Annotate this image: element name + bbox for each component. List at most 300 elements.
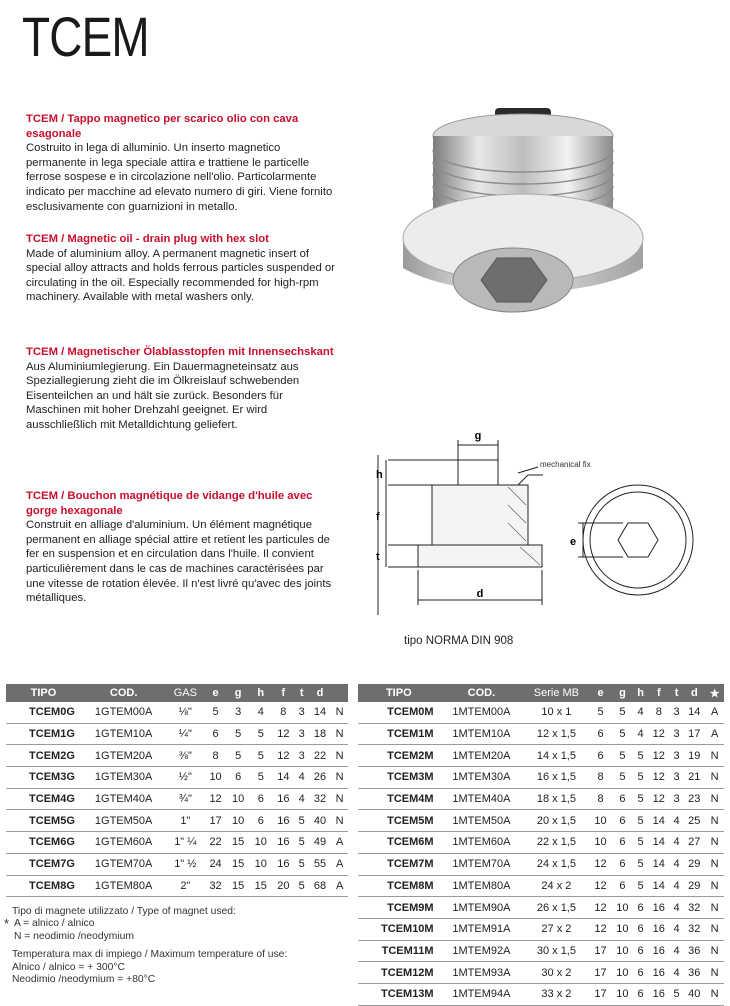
metric-thread-table (358, 684, 724, 1006)
table-cell: 25 (683, 810, 705, 832)
column-header (331, 684, 348, 702)
table-cell: TCEM5G (6, 810, 81, 832)
table-cell: TCEM5M (358, 810, 440, 832)
table-cell: 1GTEM10A (81, 723, 167, 745)
table-cell: 14 x 1,5 (523, 745, 589, 767)
table-cell: 1GTEM30A (81, 767, 167, 789)
table-cell: 14 (648, 875, 670, 897)
table-cell: 10 (590, 810, 612, 832)
table-cell: 49 (309, 832, 332, 854)
table-row (358, 962, 724, 984)
table-cell: 8 (590, 767, 612, 789)
dimension-label-g: g (474, 430, 482, 442)
table-cell: 5 (249, 745, 272, 767)
table-row (6, 853, 348, 875)
description-body: Made of aluminium alloy. A permanent magnetic insert of special alloy attracts and holds ferrous particles suspended or circulating in the oil. Especially recommended for high-rpm machinery. Available with metal washers only. (26, 247, 335, 304)
table-cell: 12 (648, 723, 670, 745)
table-cell: 6 (633, 940, 647, 962)
table-cell: 1MTEM50A (440, 810, 524, 832)
table-cell: 1MTEM70A (440, 853, 524, 875)
table-cell: 4 (670, 962, 684, 984)
table-cell: 5 (633, 832, 647, 854)
table-cell: 3 (670, 723, 684, 745)
description-body: Aus Aluminiumlegierung. Ein Dauermagneteinsatz aus Speziallegierung zieht die im Ölkreislauf schwebenden Eisenteilchen an und hält sie zurück. Besonders für Maschinen mit hoher Drehzahl geeignet. Er wird ausschließlich mit Metalldichtung geliefert. (26, 360, 300, 431)
table-cell: 5 (633, 853, 647, 875)
table-cell: 8 (648, 702, 670, 723)
table-row (6, 767, 348, 789)
column-header: TIPO (6, 684, 81, 702)
table-cell: 4 (633, 702, 647, 723)
column-header: COD. (440, 684, 524, 702)
column-header: e (204, 684, 227, 702)
table-cell: 16 (272, 788, 295, 810)
table-cell: 10 (611, 897, 633, 919)
table-cell: 12 (648, 767, 670, 789)
table-cell: 12 (272, 745, 295, 767)
table-cell: 14 (648, 810, 670, 832)
table-row (358, 918, 724, 940)
table-cell: A (705, 723, 724, 745)
table-cell: 4 (249, 702, 272, 723)
table-cell: 3 (295, 745, 309, 767)
table-cell: N (705, 745, 724, 767)
table-cell: 14 (272, 767, 295, 789)
table-cell: 6 (611, 788, 633, 810)
table-cell: 1MTEM60A (440, 832, 524, 854)
table-cell: TCEM1G (6, 723, 81, 745)
table-cell: N (331, 745, 348, 767)
description-heading: TCEM / Tappo magnetico per scarico olio con cava esagonale (26, 113, 299, 140)
table-cell: 16 (648, 962, 670, 984)
table-cell: 12 (648, 745, 670, 767)
table-cell: 5 (633, 767, 647, 789)
table-cell: 6 (633, 897, 647, 919)
table-cell: N (705, 918, 724, 940)
description-heading: TCEM / Magnetic oil - drain plug with hex slot (26, 233, 269, 245)
table-cell: TCEM2G (6, 745, 81, 767)
table-cell: 5 (611, 767, 633, 789)
table-cell: ⅜" (166, 745, 204, 767)
table-cell: 8 (590, 788, 612, 810)
temperature-neodymium-note: Neodimio /neodymium = +80°C (12, 974, 156, 986)
technical-drawing (368, 425, 708, 625)
table-cell: 17 (590, 940, 612, 962)
table-cell: 15 (249, 875, 272, 897)
table-cell: 5 (611, 702, 633, 723)
table-cell: 15 (227, 853, 250, 875)
table-cell: 3 (670, 702, 684, 723)
table-cell: ¾" (166, 788, 204, 810)
table-row (358, 940, 724, 962)
table-cell: 1GTEM00A (81, 702, 167, 723)
table-cell: 1" ¼ (166, 832, 204, 854)
table-cell: TCEM7G (6, 853, 81, 875)
description-heading: TCEM / Magnetischer Ölablasstopfen mit Innensechskant (26, 346, 334, 358)
table-cell: 23 (683, 788, 705, 810)
table-row (6, 788, 348, 810)
table-cell: 6 (204, 723, 227, 745)
dimension-label-h: h (376, 469, 383, 481)
table-cell: TCEM7M (358, 853, 440, 875)
column-header: GAS (166, 684, 204, 702)
table-cell: 10 (204, 767, 227, 789)
table-row (358, 897, 724, 919)
table-cell: A (705, 702, 724, 723)
dimension-label-e: e (570, 536, 577, 548)
table-cell: 24 x 2 (523, 875, 589, 897)
table-cell: N (705, 810, 724, 832)
table-cell: N (705, 962, 724, 984)
table-cell: 1MTEM40A (440, 788, 524, 810)
table-cell: ½" (166, 767, 204, 789)
table-cell: 1MTEM94A (440, 983, 524, 1005)
table-cell: 6 (249, 788, 272, 810)
table-cell: 5 (204, 702, 227, 723)
table-cell: A (331, 875, 348, 897)
table-row (358, 723, 724, 745)
table-cell: 32 (309, 788, 332, 810)
table-cell: 10 (249, 832, 272, 854)
page-title: TCEM (22, 5, 149, 68)
table-cell: 17 (590, 983, 612, 1005)
table-cell: 5 (227, 745, 250, 767)
table-row (358, 832, 724, 854)
table-cell: TCEM4M (358, 788, 440, 810)
table-cell: 5 (295, 853, 309, 875)
table-cell: 32 (683, 897, 705, 919)
table-cell: 4 (670, 853, 684, 875)
table-cell: 12 (590, 853, 612, 875)
table-cell: 6 (611, 853, 633, 875)
magnet-type-note: Tipo di magnete utilizzato / Type of magnet used: (12, 906, 236, 917)
table-cell: 5 (590, 702, 612, 723)
table-cell: 12 (204, 788, 227, 810)
table-cell: 68 (309, 875, 332, 897)
table-cell: 4 (670, 940, 684, 962)
table-cell: 12 (648, 788, 670, 810)
table-cell: TCEM9M (358, 897, 440, 919)
table-cell: 14 (648, 832, 670, 854)
table-cell: N (705, 875, 724, 897)
table-cell: 17 (204, 810, 227, 832)
table-cell: 8 (272, 702, 295, 723)
table-cell: N (705, 788, 724, 810)
table-cell: N (705, 897, 724, 919)
table-cell: 6 (227, 767, 250, 789)
column-header: d (309, 684, 332, 702)
description-body: Costruito in lega di alluminio. Un inserto magnetico permanente in lega speciale attira e trattiene le particelle ferrose sospese e in circolazione nell'olio. Particolarmente indicato per macchine ad elevato numero di giri. Viene fornito esclusivamente con guarnizioni in metallo. (26, 142, 333, 213)
table-cell: 4 (670, 875, 684, 897)
table-cell: TCEM4G (6, 788, 81, 810)
table-cell: 40 (309, 810, 332, 832)
table-cell: 6 (590, 723, 612, 745)
table-cell: 17 (590, 962, 612, 984)
column-header: Serie MB (523, 684, 589, 702)
table-cell: 16 (272, 810, 295, 832)
table-cell: 4 (670, 810, 684, 832)
table-cell: 22 (204, 832, 227, 854)
table-cell: 2" (166, 875, 204, 897)
table-cell: TCEM6M (358, 832, 440, 854)
column-header: f (272, 684, 295, 702)
temperature-note: Temperatura max di impiego / Maximum temperature of use: (12, 949, 288, 961)
table-cell: 30 x 2 (523, 962, 589, 984)
table-cell: 12 (590, 875, 612, 897)
column-header: ★ (705, 684, 724, 702)
table-cell: 29 (683, 875, 705, 897)
table-cell: 6 (611, 875, 633, 897)
table-cell: 12 (272, 723, 295, 745)
table-cell: 16 (272, 832, 295, 854)
column-header: g (227, 684, 250, 702)
table-cell: 1MTEM30A (440, 767, 524, 789)
table-cell: 24 (204, 853, 227, 875)
table-cell: 1MTEM92A (440, 940, 524, 962)
neodymium-note: N = neodimio /neodymium (14, 930, 134, 942)
table-cell: N (331, 810, 348, 832)
description-heading: TCEM / Bouchon magnétique de vidange d'huile avec gorge hexagonale (26, 490, 313, 517)
table-cell: N (331, 767, 348, 789)
table-cell: 3 (670, 767, 684, 789)
table-cell: N (331, 702, 348, 723)
table-cell: TCEM8M (358, 875, 440, 897)
table-cell: 6 (611, 832, 633, 854)
table-cell: 6 (633, 918, 647, 940)
table-cell: 22 (309, 745, 332, 767)
table-row (358, 875, 724, 897)
table-cell: N (705, 940, 724, 962)
table-cell: TCEM2M (358, 745, 440, 767)
table-cell: 16 (648, 940, 670, 962)
table-cell: 10 (611, 918, 633, 940)
table-cell: 10 (611, 983, 633, 1005)
table-cell: 6 (633, 962, 647, 984)
table-cell: 5 (249, 723, 272, 745)
table-cell: 6 (633, 983, 647, 1005)
table-cell: 5 (227, 723, 250, 745)
table-row (358, 745, 724, 767)
table-cell: TCEM3M (358, 767, 440, 789)
table-cell: 6 (249, 810, 272, 832)
star-icon: * (4, 916, 10, 931)
description-french (26, 489, 336, 606)
table-cell: 18 x 1,5 (523, 788, 589, 810)
table-cell: 10 (590, 832, 612, 854)
description-german (26, 345, 336, 433)
table-cell: 22 x 1,5 (523, 832, 589, 854)
table-cell: 20 x 1,5 (523, 810, 589, 832)
table-row (6, 702, 348, 723)
table-cell: TCEM13M (358, 983, 440, 1005)
table-cell: 12 x 1,5 (523, 723, 589, 745)
drawing-caption: tipo NORMA DIN 908 (404, 635, 514, 647)
table-cell: 27 (683, 832, 705, 854)
table-cell: 16 (272, 853, 295, 875)
table-cell: 1MTEM20A (440, 745, 524, 767)
table-cell: 3 (295, 702, 309, 723)
table-cell: TCEM3G (6, 767, 81, 789)
table-cell: 4 (670, 832, 684, 854)
table-cell: 10 (611, 940, 633, 962)
table-cell: 4 (295, 788, 309, 810)
table-cell: 16 (648, 897, 670, 919)
table-cell: 1MTEM90A (440, 897, 524, 919)
table-cell: 5 (295, 832, 309, 854)
table-cell: 10 (227, 788, 250, 810)
table-cell: 36 (683, 940, 705, 962)
gas-thread-table (6, 684, 348, 897)
table-cell: 5 (633, 745, 647, 767)
table-cell: 15 (227, 832, 250, 854)
table-cell: 21 (683, 767, 705, 789)
table-cell: 5 (611, 723, 633, 745)
table-cell: N (705, 983, 724, 1005)
table-row (358, 702, 724, 723)
table-cell: 3 (295, 723, 309, 745)
table-cell: 1GTEM20A (81, 745, 167, 767)
table-cell: 26 (309, 767, 332, 789)
table-cell: A (331, 832, 348, 854)
table-cell: 4 (670, 918, 684, 940)
table-cell: 1MTEM93A (440, 962, 524, 984)
table-cell: 24 x 1,5 (523, 853, 589, 875)
table-row (358, 853, 724, 875)
table-row (6, 810, 348, 832)
table-cell: 10 x 1 (523, 702, 589, 723)
table-cell: N (705, 832, 724, 854)
table-cell: 1MTEM00A (440, 702, 524, 723)
table-cell: 26 x 1,5 (523, 897, 589, 919)
table-cell: 1MTEM10A (440, 723, 524, 745)
table-cell: 5 (633, 788, 647, 810)
table-cell: A (331, 853, 348, 875)
table-cell: 55 (309, 853, 332, 875)
table-cell: 5 (249, 767, 272, 789)
table-cell: 16 (648, 983, 670, 1005)
table-cell: 27 x 2 (523, 918, 589, 940)
table-cell: 1MTEM80A (440, 875, 524, 897)
table-cell: TCEM0M (358, 702, 440, 723)
table-cell: 1" ½ (166, 853, 204, 875)
table-cell: N (705, 853, 724, 875)
table-cell: 5 (633, 810, 647, 832)
table-cell: 10 (249, 853, 272, 875)
column-header: g (611, 684, 633, 702)
mechanical-fix-label: mechanical fix (540, 460, 591, 469)
table-cell: 15 (227, 875, 250, 897)
table-cell: 16 (648, 918, 670, 940)
table-cell: 14 (683, 702, 705, 723)
magnet-notes (4, 906, 342, 986)
table-cell: 10 (611, 962, 633, 984)
table-cell: 5 (670, 983, 684, 1005)
table-cell: 3 (227, 702, 250, 723)
table-cell: 19 (683, 745, 705, 767)
table-cell: N (705, 767, 724, 789)
description-body: Construit en alliage d'aluminium. Un élément magnétique permanent en alliage spécial attire et retient les particules de fer en suspension et en circulation dans l'huile. Il convient particulièrement dans le cas de machines caractérisées par une vitesse de rotation élevée. Il n'est livré qu'avec des joints métalliques. (26, 519, 332, 605)
table-cell: 6 (590, 745, 612, 767)
table-cell: TCEM0G (6, 702, 81, 723)
table-cell: 33 x 2 (523, 983, 589, 1005)
table-cell: 16 x 1,5 (523, 767, 589, 789)
column-header: t (295, 684, 309, 702)
table-row (358, 767, 724, 789)
product-photo (395, 100, 695, 335)
table-row (6, 875, 348, 897)
table-cell: TCEM12M (358, 962, 440, 984)
table-cell: 12 (590, 918, 612, 940)
table-cell: 1GTEM40A (81, 788, 167, 810)
dimension-label-t: t (376, 551, 380, 563)
table-cell: 4 (670, 897, 684, 919)
table-cell: N (331, 723, 348, 745)
table-cell: 18 (309, 723, 332, 745)
table-cell: 4 (633, 723, 647, 745)
alnico-note: A = alnico / alnico (14, 918, 95, 930)
temperature-alnico-note: Alnico / alnico = + 300°C (12, 961, 125, 973)
dimension-label-d: d (476, 588, 484, 600)
table-cell: 17 (683, 723, 705, 745)
table-cell: 5 (633, 875, 647, 897)
table-cell: 6 (611, 810, 633, 832)
table-cell: 36 (683, 962, 705, 984)
table-cell: 1" (166, 810, 204, 832)
table-cell: TCEM11M (358, 940, 440, 962)
table-cell: TCEM1M (358, 723, 440, 745)
table-cell: 1GTEM80A (81, 875, 167, 897)
table-row (358, 810, 724, 832)
description-english (26, 232, 336, 305)
table-cell: 30 x 1,5 (523, 940, 589, 962)
table-cell: 5 (295, 875, 309, 897)
column-header: e (590, 684, 612, 702)
description-italian (26, 112, 336, 214)
table-cell: 14 (648, 853, 670, 875)
table-cell: 1GTEM60A (81, 832, 167, 854)
table-cell: 20 (272, 875, 295, 897)
table-cell: N (331, 788, 348, 810)
table-cell: 1GTEM70A (81, 853, 167, 875)
table-cell: 5 (295, 810, 309, 832)
table-cell: 3 (670, 788, 684, 810)
column-header: t (670, 684, 684, 702)
table-cell: 4 (295, 767, 309, 789)
table-cell: 32 (683, 918, 705, 940)
table-cell: 29 (683, 853, 705, 875)
table-row (358, 983, 724, 1005)
table-cell: 14 (309, 702, 332, 723)
table-cell: 40 (683, 983, 705, 1005)
column-header: h (633, 684, 647, 702)
column-header: TIPO (358, 684, 440, 702)
table-cell: 8 (204, 745, 227, 767)
table-cell: TCEM8G (6, 875, 81, 897)
table-cell: 3 (670, 745, 684, 767)
table-cell: 5 (611, 745, 633, 767)
table-cell: TCEM6G (6, 832, 81, 854)
table-cell: 32 (204, 875, 227, 897)
column-header: d (683, 684, 705, 702)
table-cell: 10 (227, 810, 250, 832)
table-cell: ¼" (166, 723, 204, 745)
table-row (6, 832, 348, 854)
column-header: COD. (81, 684, 167, 702)
dimension-label-f: f (376, 511, 380, 523)
table-row (358, 788, 724, 810)
table-cell: 1GTEM50A (81, 810, 167, 832)
column-header: h (249, 684, 272, 702)
column-header: f (648, 684, 670, 702)
